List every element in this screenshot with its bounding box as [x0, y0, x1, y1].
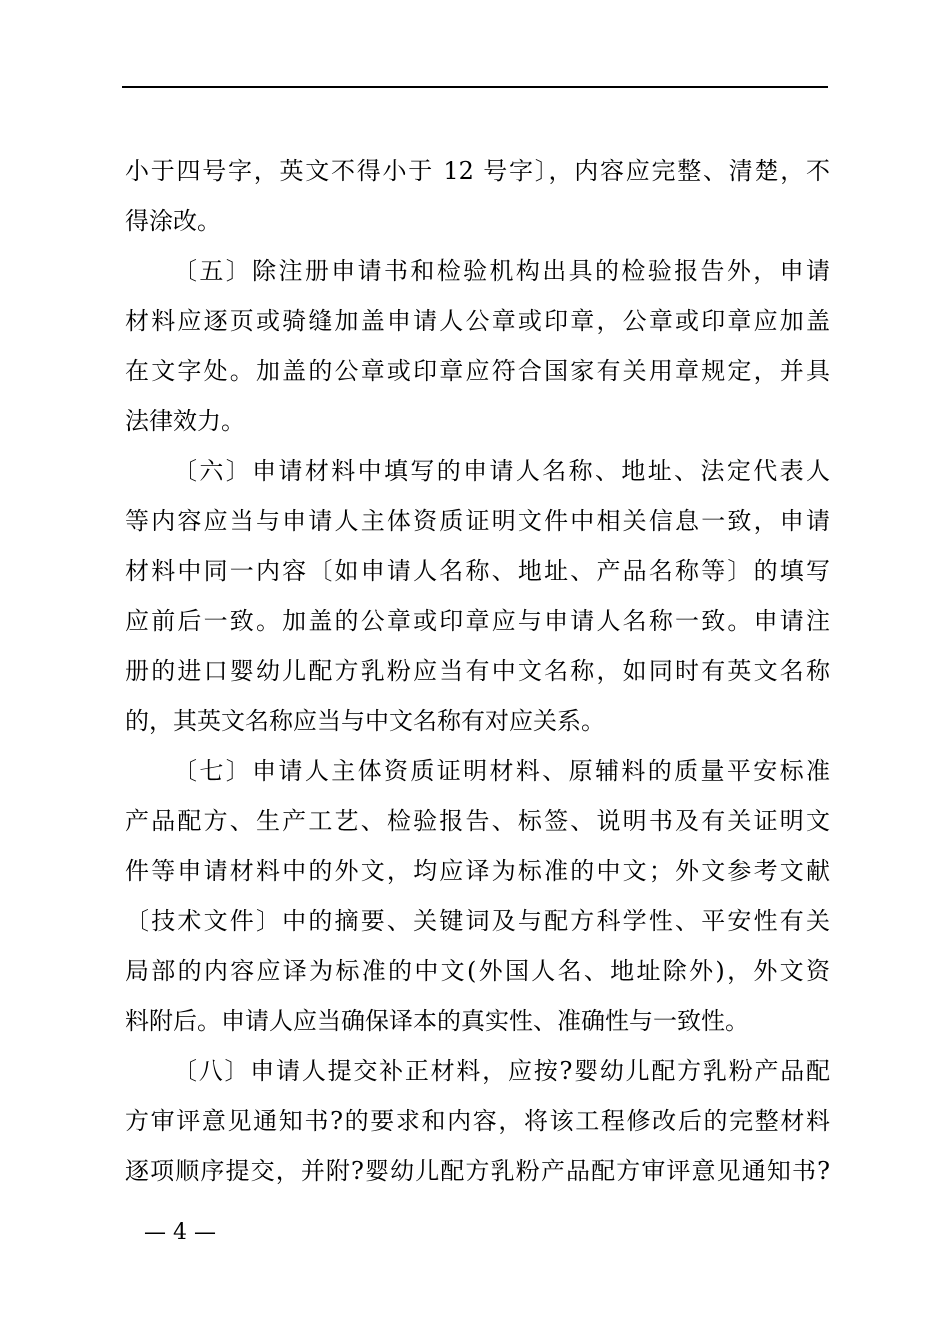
text-line: 逐项顺序提交，并附?婴幼儿配方乳粉产品配方审评意见通知书?: [125, 1157, 830, 1185]
paragraph-first-line: 〔六〕申请材料中填写的申请人名称、地址、法定代表人: [173, 457, 830, 485]
text-line: 方审评意见通知书?的要求和内容，将该工程修改后的完整材料: [125, 1107, 830, 1135]
paragraph-first-line: 〔五〕除注册申请书和检验机构出具的检验报告外，申请: [173, 257, 830, 285]
header-rule: [122, 86, 828, 88]
paragraph-first-line: 〔八〕申请人提交补正材料，应按?婴幼儿配方乳粉产品配: [173, 1057, 830, 1085]
text-line: 件等申请材料中的外文，均应译为标准的中文；外文参考文献: [125, 857, 830, 885]
text-line: 局部的内容应译为标准的中文(外国人名、地址除外)，外文资: [125, 957, 830, 985]
paragraph-first-line: 〔七〕申请人主体资质证明材料、原辅料的质量平安标准: [173, 757, 830, 785]
text-line: 册的进口婴幼儿配方乳粉应当有中文名称，如同时有英文名称: [125, 657, 830, 685]
text-line: 在文字处。加盖的公章或印章应符合国家有关用章规定，并具: [125, 357, 830, 385]
text-line: 小于四号字，英文不得小于 12 号字〕，内容应完整、清楚，不: [125, 157, 830, 185]
text-line: 得涂改。: [125, 207, 221, 235]
page-number: — 4 —: [144, 1220, 216, 1245]
body-text: [125, 146, 830, 1196]
text-line: 材料应逐页或骑缝加盖申请人公章或印章，公章或印章应加盖: [125, 307, 830, 335]
text-line: 的，其英文名称应当与中文名称有对应关系。: [125, 707, 605, 735]
text-line: 产品配方、生产工艺、检验报告、标签、说明书及有关证明文: [125, 807, 830, 835]
text-line: 材料中同一内容〔如申请人名称、地址、产品名称等〕的填写: [125, 557, 830, 585]
text-line: 法律效力。: [125, 407, 245, 435]
text-line: 应前后一致。加盖的公章或印章应与申请人名称一致。申请注: [125, 607, 830, 635]
text-line: 〔技术文件〕中的摘要、关键词及与配方科学性、平安性有关: [125, 907, 830, 935]
text-line: 料附后。申请人应当确保译本的真实性、准确性与一致性。: [125, 1007, 749, 1035]
text-line: 等内容应当与申请人主体资质证明文件中相关信息一致，申请: [125, 507, 830, 535]
